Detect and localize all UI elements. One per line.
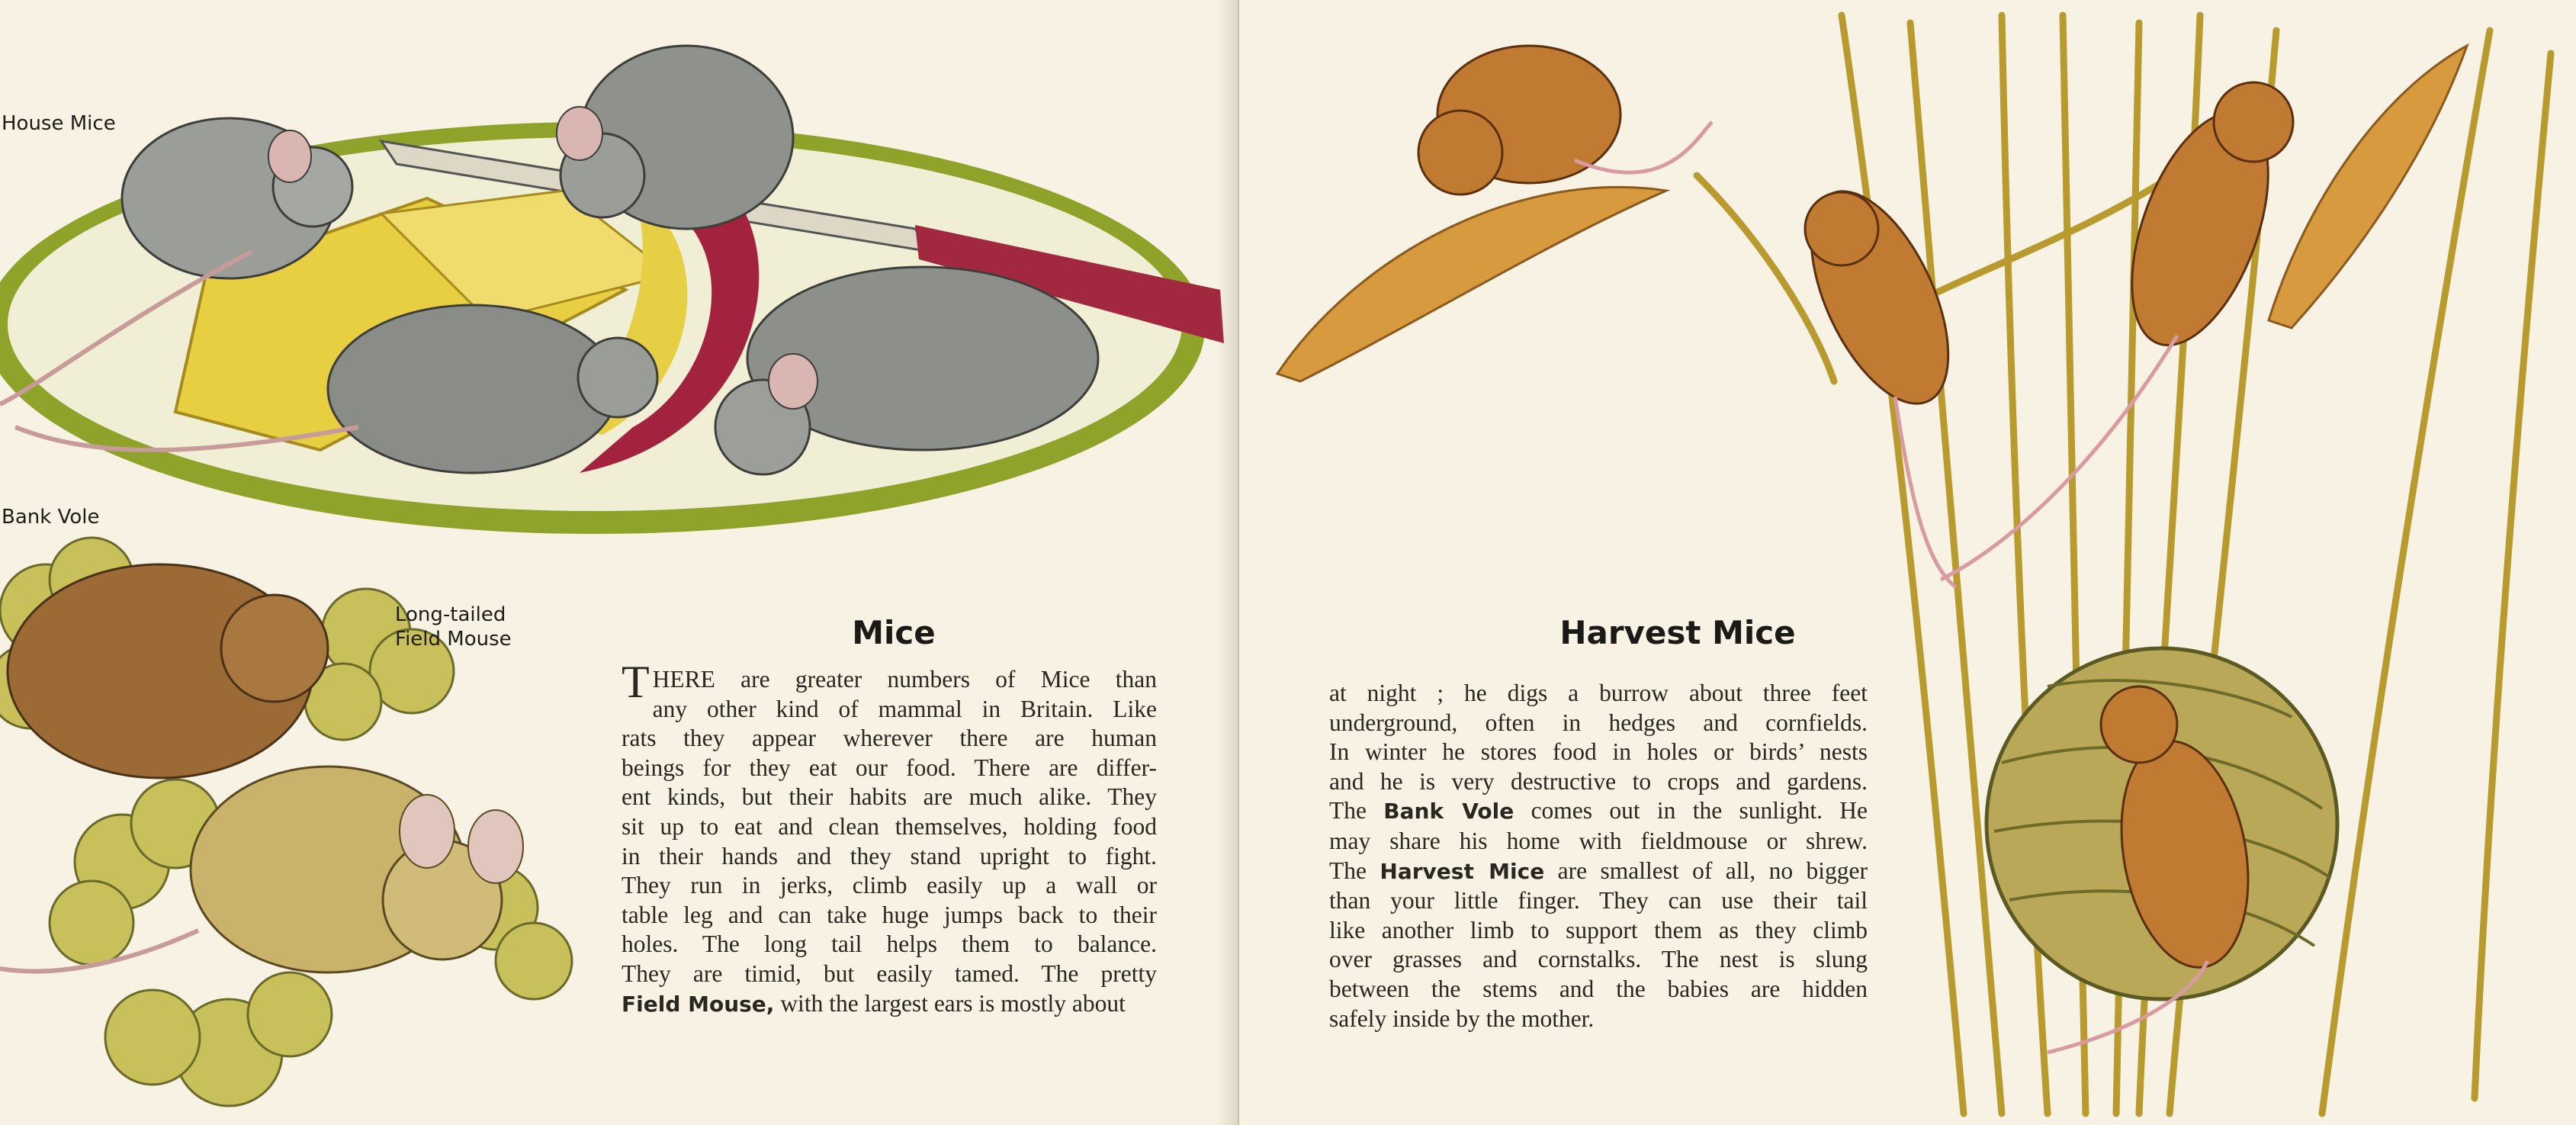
drop-cap: T xyxy=(622,657,650,707)
text-line: underground, often in hedges and cornfields. xyxy=(1329,709,1868,736)
text-line: any other kind of mammal in Britain. Like xyxy=(652,695,1157,722)
label-field-mouse: Long-tailed Field Mouse xyxy=(395,603,512,651)
text-line: over grasses and cornstalks. The nest is slung xyxy=(1329,946,1868,973)
text-run: The xyxy=(1329,797,1384,824)
text-run: with the largest ears is mostly about xyxy=(774,989,1126,1017)
bold-term-bank-vole: Bank Vole xyxy=(1383,799,1514,824)
right-page xyxy=(1239,0,2576,1125)
text-line xyxy=(1329,857,1868,887)
text-run: are smallest of all, no bigger xyxy=(1544,857,1868,884)
text-run: The xyxy=(1329,857,1380,884)
text-line: table leg and can take huge jumps back to their xyxy=(622,901,1157,928)
house-mouse-3 xyxy=(328,305,618,473)
text-line: may share his home with fieldmouse or shrew. xyxy=(1329,827,1868,854)
text-line: rats they appear wherever there are human xyxy=(622,725,1157,752)
label-house-mice: House Mice xyxy=(2,112,116,135)
text-line: in their hands and they stand upright to fight. xyxy=(622,842,1157,869)
left-page xyxy=(0,0,1239,1125)
text-line: beings for they eat our food. There are differ- xyxy=(622,754,1157,781)
text-line: HERE are greater numbers of Mice than xyxy=(652,666,1157,693)
text-line xyxy=(1329,796,1868,827)
text-line: like another limb to support them as they climb xyxy=(1329,916,1868,943)
mice-body-text xyxy=(622,657,1157,1019)
text-line xyxy=(622,989,1157,1020)
text-line: sit up to eat and clean themselves, holding food xyxy=(622,812,1157,840)
bold-term-harvest-mice: Harvest Mice xyxy=(1380,858,1545,884)
page-title-harvest-mice xyxy=(1411,614,1945,651)
harvest-mice-body-text xyxy=(1329,679,1868,1033)
title-text: Harvest Mice xyxy=(1559,614,1796,651)
text-line: than your little finger. They can use their tail xyxy=(1329,887,1868,914)
text-line: holes. The long tail helps them to balance. xyxy=(622,931,1157,958)
text-run: comes out in the sunlight. He xyxy=(1514,797,1868,824)
text-line: In winter he stores food in holes or birds’ nests xyxy=(1329,738,1868,766)
page-title-mice: Mice xyxy=(852,614,936,651)
text-line: They run in jerks, climb easily up a wall or xyxy=(622,872,1157,899)
text-line: ent kinds, but their habits are much alike. They xyxy=(622,783,1157,811)
text-line: and he is very destructive to crops and gardens. xyxy=(1329,767,1868,795)
text-line: between the stems and the babies are hidden xyxy=(1329,975,1868,1002)
label-bank-vole: Bank Vole xyxy=(2,506,100,529)
bold-term-field-mouse: Field Mouse, xyxy=(622,991,775,1017)
text-line: safely inside by the mother. xyxy=(1329,1004,1595,1032)
text-line: They are timid, but easily tamed. The pretty xyxy=(622,959,1157,987)
text-line: at night ; he digs a burrow about three feet xyxy=(1329,680,1868,706)
